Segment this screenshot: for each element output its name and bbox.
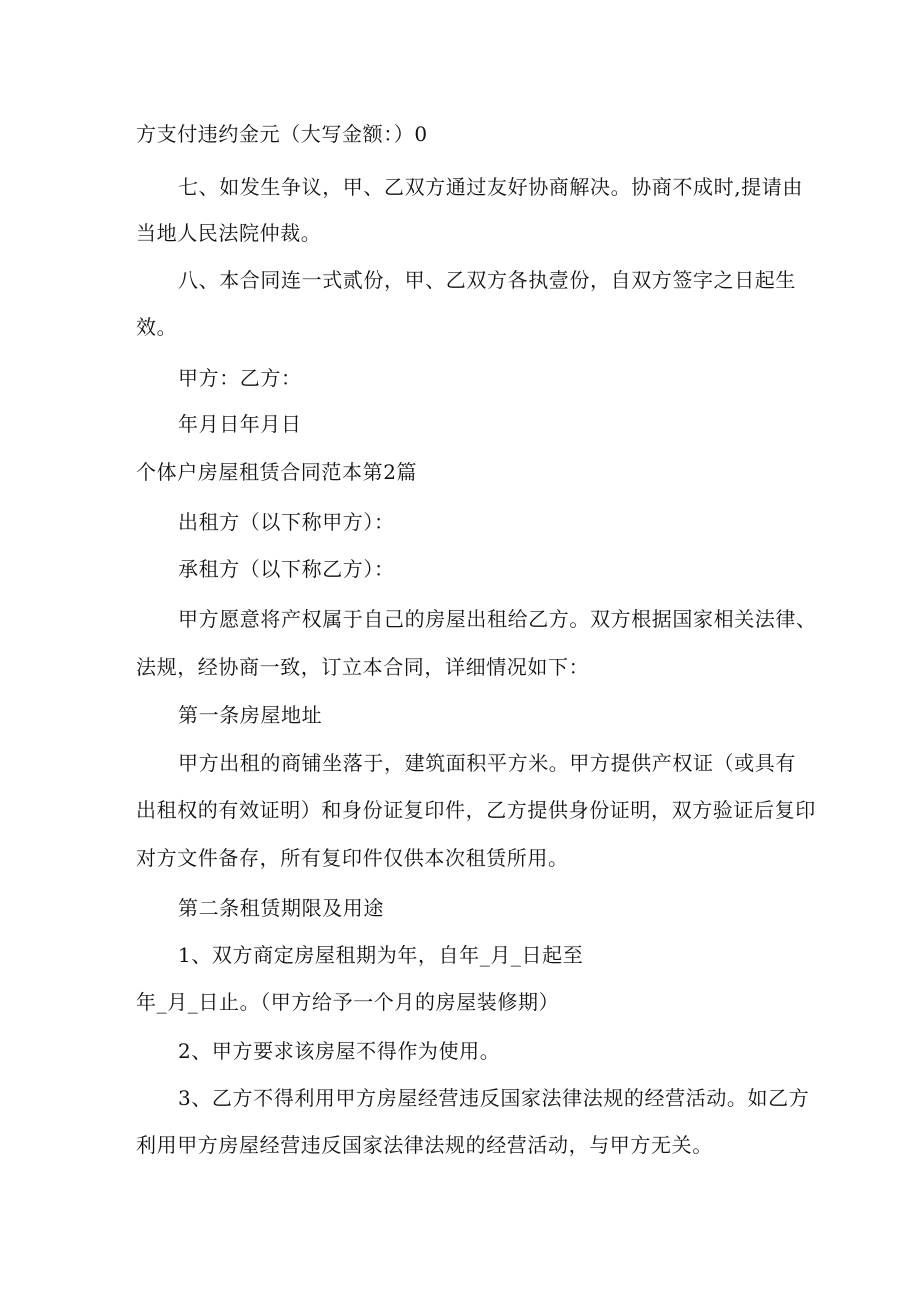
- section-heading: 个体户房屋租赁合同范本第2篇: [136, 460, 418, 484]
- text-line-16: 对方文件备存，所有复印件仅供本次租赁所用。: [136, 846, 569, 870]
- text-line-5: 效。: [136, 315, 178, 339]
- text-line-10: 承租方（以下称乙方）：: [178, 557, 395, 581]
- text-line-14: 甲方出租的商铺坐落于，建筑面积平方米。甲方提供产权证（或具有: [178, 751, 796, 775]
- text-line-18: 1、双方商定房屋租期为年，自年_月_日起至: [178, 943, 584, 967]
- text-line-13: 第一条房屋地址: [178, 703, 323, 727]
- text-line-4: 八、本合同连一式贰份，甲、乙双方各执壹份，自双方签字之日起生: [178, 268, 796, 292]
- text-line-7: 年月日年月日: [178, 412, 302, 436]
- text-line-12: 法规，经协商一致，订立本合同，详细情况如下：: [136, 655, 590, 679]
- text-line-1: 方支付违约金元（大写金额：）0: [136, 122, 428, 146]
- text-line-11: 甲方愿意将产权属于自己的房屋出租给乙方。双方根据国家相关法律、: [178, 607, 817, 631]
- text-line-2: 七、如发生争议，甲、乙双方通过友好协商解决。协商不成时,提请由: [178, 175, 803, 199]
- text-line-17: 第二条租赁期限及用途: [178, 896, 384, 920]
- text-line-3: 当地人民法院仲裁。: [136, 221, 322, 245]
- text-line-15: 出租权的有效证明）和身份证复印件，乙方提供身份证明，双方验证后复印: [136, 798, 816, 822]
- text-line-22: 利用甲方房屋经营违反国家法律法规的经营活动，与甲方无关。: [136, 1133, 713, 1157]
- text-line-6: 甲方：乙方：: [178, 366, 302, 390]
- text-line-19: 年_月_日止。（甲方给予一个月的房屋装修期）: [136, 990, 560, 1014]
- text-line-21: 3、乙方不得利用甲方房屋经营违反国家法律法规的经营活动。如乙方: [178, 1086, 810, 1110]
- text-line-20: 2、甲方要求该房屋不得作为使用。: [178, 1039, 501, 1063]
- text-line-9: 出租方（以下称甲方）：: [178, 510, 395, 534]
